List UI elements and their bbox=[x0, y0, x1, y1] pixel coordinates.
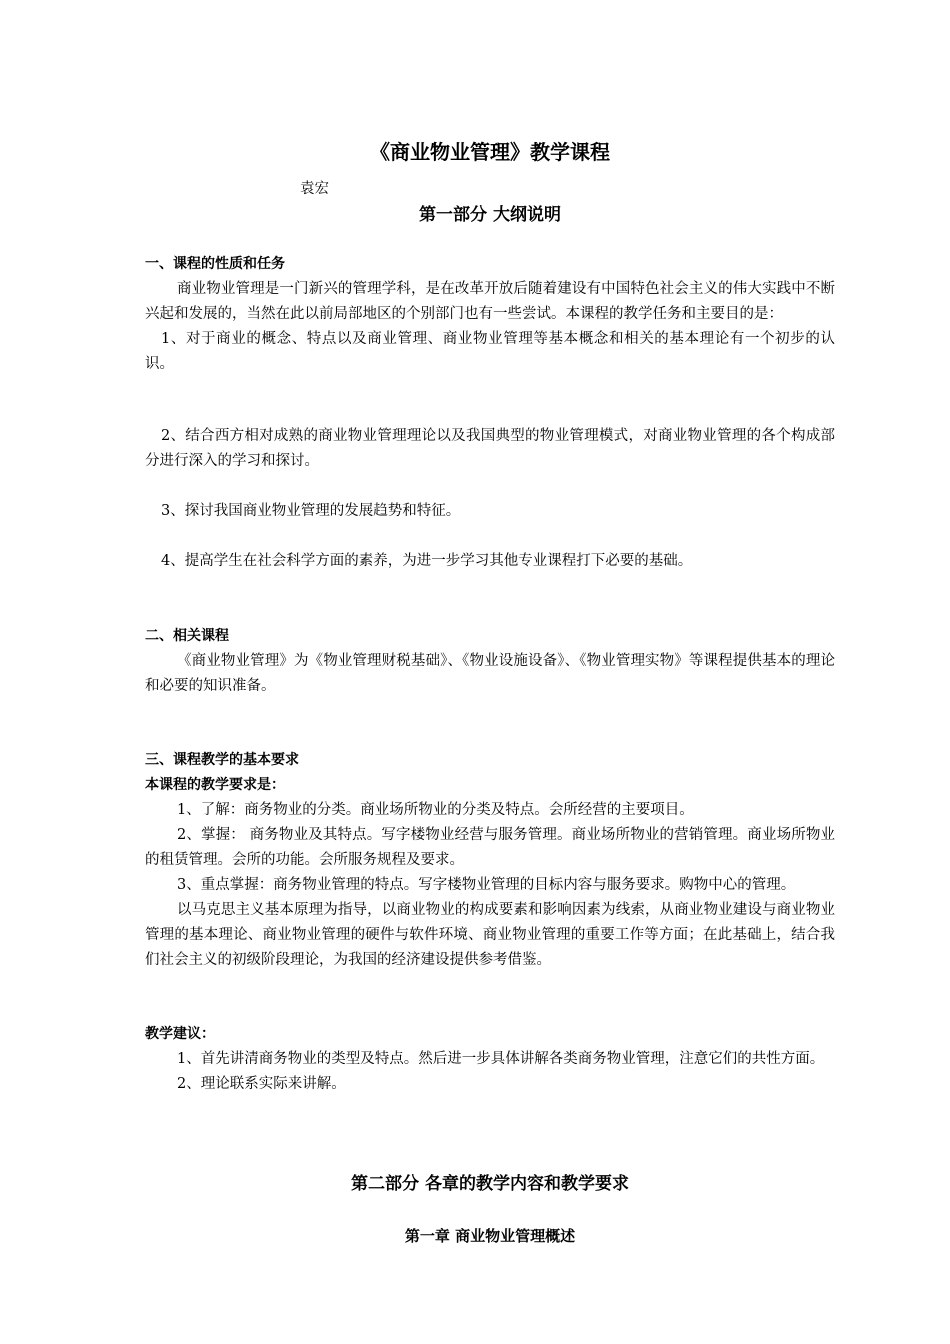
list-item-block bbox=[145, 549, 835, 574]
part-one-title: 第一部分 大纲说明 bbox=[419, 205, 561, 225]
paragraph: 以马克思主义基本原理为指导，以商业物业的构成要素和影响因素为线索，从商业物业建设与商业物业管理的基本理论、商业物业管理的硬件与软件环境、商业物业管理的重要工作等方面；在此基础上，结合我们社会主义的初级阶段理论，为我国的经济建设提供参考借鉴。 bbox=[145, 902, 835, 968]
list-item: 4、提高学生在社会科学方面的素养，为进一步学习其他专业课程打下必要的基础。 bbox=[161, 553, 693, 569]
list-item: 1、了解：商务物业的分类。商业场所物业的分类及特点。会所经营的主要项目。 bbox=[177, 802, 694, 818]
list-item: 1、首先讲清商务物业的类型及特点。然后进一步具体讲解各类商务物业管理，注意它们的共性方面。 bbox=[177, 1051, 825, 1067]
list-item: 1、对于商业的概念、特点以及商业管理、商业物业管理等基本概念和相关的基本理论有一个初步的认识。 bbox=[145, 331, 835, 372]
list-item-block bbox=[145, 424, 835, 474]
section-heading: 二、相关课程 bbox=[145, 628, 229, 644]
section-basic-requirements bbox=[145, 748, 835, 973]
section-related-courses bbox=[145, 624, 835, 699]
list-item: 3、重点掌握：商务物业管理的特点。写字楼物业管理的目标内容与服务要求。购物中心的管理。 bbox=[177, 877, 796, 893]
section-nature-and-tasks bbox=[145, 252, 835, 377]
subheading: 教学建议： bbox=[145, 1026, 215, 1042]
document-title: 《商业物业管理》教学课程 bbox=[370, 140, 610, 164]
paragraph: 商业物业管理是一门新兴的管理学科，是在改革开放后随着建设有中国特色社会主义的伟大实践中不断兴起和发展的，当然在此以前局部地区的个别部门也有一些尝试。本课程的教学任务和主要目的是： bbox=[145, 281, 835, 322]
list-item: 2、理论联系实际来讲解。 bbox=[177, 1076, 346, 1092]
chapter-one-title: 第一章 商业物业管理概述 bbox=[404, 1227, 576, 1245]
list-item: 2、掌握： 商务物业及其特点。写字楼物业经营与服务管理。商业场所物业的营销管理。商业场所物业的租赁管理。会所的功能。会所服务规程及要求。 bbox=[145, 827, 835, 868]
author-name: 袁宏 bbox=[300, 181, 329, 197]
section-heading: 三、课程教学的基本要求 bbox=[145, 752, 299, 768]
paragraph: 《商业物业管理》为《物业管理财税基础》、《物业设施设备》、《物业管理实物》等课程提供基本的理论和必要的知识准备。 bbox=[145, 653, 835, 694]
section-heading: 一、课程的性质和任务 bbox=[145, 256, 285, 272]
teaching-advice bbox=[145, 1022, 835, 1097]
list-item-block bbox=[145, 499, 835, 524]
list-item: 3、探讨我国商业物业管理的发展趋势和特征。 bbox=[161, 503, 461, 519]
list-item: 2、结合西方相对成熟的商业物业管理理论以及我国典型的物业管理模式，对商业物业管理的各个构成部分进行深入的学习和探讨。 bbox=[145, 428, 835, 469]
part-two-title: 第二部分 各章的教学内容和教学要求 bbox=[351, 1174, 629, 1194]
subheading: 本课程的教学要求是： bbox=[145, 777, 285, 793]
document-page bbox=[145, 0, 835, 1344]
